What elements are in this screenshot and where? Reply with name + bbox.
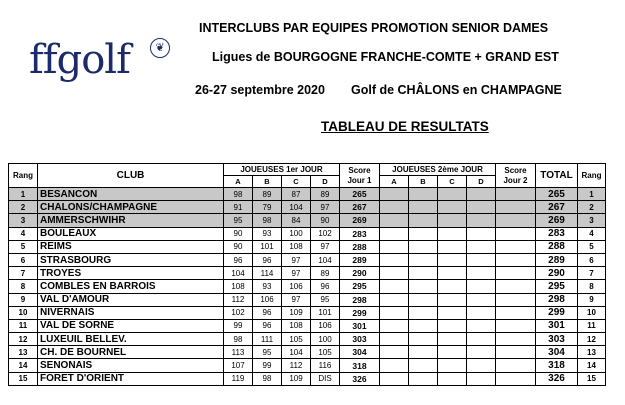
day2-player-a-cell <box>380 227 409 240</box>
day2-player-b-cell <box>409 201 438 214</box>
score-day1-cell: 301 <box>340 319 380 332</box>
rank-cell: 11 <box>9 319 38 332</box>
title-line-1: INTERCLUBS PAR EQUIPES PROMOTION SENIOR DAMES <box>199 21 549 35</box>
day2-player-c-cell <box>438 319 467 332</box>
rank-cell: 14 <box>9 359 38 372</box>
day1-player-b-cell: 93 <box>253 280 282 293</box>
day2-player-a-cell <box>380 293 409 306</box>
day1-player-b-cell: 101 <box>253 240 282 253</box>
day2-player-a-cell <box>380 267 409 280</box>
day2-player-d-cell <box>467 333 496 346</box>
title-line-2: Ligues de BOURGOGNE FRANCHE-COMTE + GRAND EST <box>212 50 559 64</box>
day1-player-d-cell: 105 <box>311 346 340 359</box>
total-cell: 290 <box>536 267 578 280</box>
final-rank-cell: 12 <box>578 333 606 346</box>
day1-player-d-cell: 101 <box>311 306 340 319</box>
day1-player-b-cell: 98 <box>253 372 282 385</box>
table-row <box>9 346 606 359</box>
day1-player-b-cell: 98 <box>253 214 282 227</box>
day1-player-a-cell: 91 <box>224 201 253 214</box>
club-name-cell: LUXEUIL BELLEV. <box>38 333 224 346</box>
club-name-cell: BESANCON <box>38 188 224 201</box>
day1-player-a-cell: 102 <box>224 306 253 319</box>
day2-player-c-cell <box>438 201 467 214</box>
header-player-a-day2: A <box>380 176 409 188</box>
total-cell: 299 <box>536 306 578 319</box>
day1-player-b-cell: 79 <box>253 201 282 214</box>
day2-player-a-cell <box>380 346 409 359</box>
header-player-c-day2: C <box>438 176 467 188</box>
total-cell: 301 <box>536 319 578 332</box>
score-day1-cell: 267 <box>340 201 380 214</box>
score-day2-cell <box>496 359 536 372</box>
day1-player-c-cell: 106 <box>282 280 311 293</box>
final-rank-cell: 6 <box>578 253 606 266</box>
day1-player-d-cell: 116 <box>311 359 340 372</box>
club-name-cell: TROYES <box>38 267 224 280</box>
total-cell: 318 <box>536 359 578 372</box>
day2-player-a-cell <box>380 280 409 293</box>
day1-player-c-cell: 97 <box>282 253 311 266</box>
rank-cell: 7 <box>9 267 38 280</box>
day2-player-d-cell <box>467 227 496 240</box>
header-player-a: A <box>224 176 253 188</box>
score-day1-cell: 290 <box>340 267 380 280</box>
day2-player-b-cell <box>409 346 438 359</box>
score-day1-cell: 295 <box>340 280 380 293</box>
day1-player-d-cell: 96 <box>311 280 340 293</box>
day1-player-d-cell: 102 <box>311 227 340 240</box>
day1-player-c-cell: 104 <box>282 346 311 359</box>
day2-player-c-cell <box>438 306 467 319</box>
table-row <box>9 359 606 372</box>
total-cell: 267 <box>536 201 578 214</box>
club-name-cell: VAL DE SORNE <box>38 319 224 332</box>
day1-player-c-cell: 112 <box>282 359 311 372</box>
day2-player-d-cell <box>467 359 496 372</box>
score-day1-cell: 299 <box>340 306 380 319</box>
day2-player-a-cell <box>380 359 409 372</box>
final-rank-cell: 10 <box>578 306 606 319</box>
score-day1-cell: 269 <box>340 214 380 227</box>
day2-player-d-cell <box>467 372 496 385</box>
total-cell: 288 <box>536 240 578 253</box>
day1-player-b-cell: 114 <box>253 267 282 280</box>
rank-cell: 1 <box>9 188 38 201</box>
total-cell: 295 <box>536 280 578 293</box>
day2-player-c-cell <box>438 227 467 240</box>
day2-player-c-cell <box>438 293 467 306</box>
day1-player-a-cell: 119 <box>224 372 253 385</box>
rank-cell: 2 <box>9 201 38 214</box>
day1-player-b-cell: 111 <box>253 333 282 346</box>
day2-player-d-cell <box>467 319 496 332</box>
final-rank-cell: 11 <box>578 319 606 332</box>
final-rank-cell: 2 <box>578 201 606 214</box>
table-row <box>9 253 606 266</box>
day2-player-a-cell <box>380 188 409 201</box>
rank-cell: 9 <box>9 293 38 306</box>
day1-player-d-cell: 95 <box>311 293 340 306</box>
day1-player-a-cell: 104 <box>224 267 253 280</box>
header-score-day2: Score Jour 2 <box>496 164 536 188</box>
day2-player-a-cell <box>380 319 409 332</box>
day1-player-c-cell: 108 <box>282 240 311 253</box>
day2-player-c-cell <box>438 267 467 280</box>
rank-cell: 5 <box>9 240 38 253</box>
day2-player-c-cell <box>438 240 467 253</box>
final-rank-cell: 7 <box>578 267 606 280</box>
table-row <box>9 319 606 332</box>
score-day1-cell: 289 <box>340 253 380 266</box>
section-title: TABLEAU DE RESULTATS <box>321 119 489 134</box>
day1-player-a-cell: 96 <box>224 253 253 266</box>
results-table <box>8 163 606 386</box>
header-player-d-day2: D <box>467 176 496 188</box>
day2-player-d-cell <box>467 201 496 214</box>
day2-player-b-cell <box>409 240 438 253</box>
table-row <box>9 240 606 253</box>
score-day1-cell: 318 <box>340 359 380 372</box>
total-cell: 265 <box>536 188 578 201</box>
total-cell: 303 <box>536 333 578 346</box>
header-player-b-day2: B <box>409 176 438 188</box>
day1-player-d-cell: 104 <box>311 253 340 266</box>
final-rank-cell: 4 <box>578 227 606 240</box>
day2-player-d-cell <box>467 240 496 253</box>
score-day1-cell: 304 <box>340 346 380 359</box>
score-day1-cell: 283 <box>340 227 380 240</box>
day2-player-c-cell <box>438 333 467 346</box>
header-player-b: B <box>253 176 282 188</box>
day1-player-a-cell: 112 <box>224 293 253 306</box>
day2-player-b-cell <box>409 319 438 332</box>
day1-player-a-cell: 113 <box>224 346 253 359</box>
day1-player-a-cell: 98 <box>224 188 253 201</box>
club-name-cell: CHALONS/CHAMPAGNE <box>38 201 224 214</box>
day2-player-c-cell <box>438 359 467 372</box>
day2-player-c-cell <box>438 188 467 201</box>
day2-player-d-cell <box>467 188 496 201</box>
total-cell: 289 <box>536 253 578 266</box>
day2-player-b-cell <box>409 267 438 280</box>
total-cell: 304 <box>536 346 578 359</box>
score-day2-cell <box>496 188 536 201</box>
day2-player-d-cell <box>467 214 496 227</box>
total-cell: 326 <box>536 372 578 385</box>
total-cell: 269 <box>536 214 578 227</box>
header-day1-players: JOUEUSES 1er JOUR <box>224 164 340 176</box>
day1-player-a-cell: 98 <box>224 333 253 346</box>
day1-player-d-cell: 97 <box>311 201 340 214</box>
total-cell: 298 <box>536 293 578 306</box>
club-name-cell: BOULEAUX <box>38 227 224 240</box>
day2-player-b-cell <box>409 293 438 306</box>
final-rank-cell: 1 <box>578 188 606 201</box>
day1-player-c-cell: 104 <box>282 201 311 214</box>
score-day2-cell <box>496 293 536 306</box>
score-day1-cell: 265 <box>340 188 380 201</box>
day1-player-b-cell: 93 <box>253 227 282 240</box>
day2-player-a-cell <box>380 240 409 253</box>
day1-player-a-cell: 107 <box>224 359 253 372</box>
score-day2-cell <box>496 319 536 332</box>
table-row <box>9 372 606 385</box>
table-row <box>9 333 606 346</box>
day1-player-d-cell: DIS <box>311 372 340 385</box>
total-cell: 283 <box>536 227 578 240</box>
header-rang: Rang <box>9 164 38 188</box>
table-row <box>9 293 606 306</box>
score-day2-cell <box>496 227 536 240</box>
final-rank-cell: 15 <box>578 372 606 385</box>
table-row <box>9 267 606 280</box>
day1-player-d-cell: 89 <box>311 188 340 201</box>
day1-player-a-cell: 108 <box>224 280 253 293</box>
event-dates: 26-27 septembre 2020 <box>195 83 325 97</box>
final-rank-cell: 9 <box>578 293 606 306</box>
score-day2-cell <box>496 253 536 266</box>
day1-player-c-cell: 109 <box>282 306 311 319</box>
table-row <box>9 201 606 214</box>
score-day2-cell <box>496 306 536 319</box>
day1-player-b-cell: 96 <box>253 253 282 266</box>
day1-player-b-cell: 99 <box>253 359 282 372</box>
score-day2-cell <box>496 240 536 253</box>
header-score-day1: Score Jour 1 <box>340 164 380 188</box>
score-day2-cell <box>496 333 536 346</box>
score-day1-cell: 326 <box>340 372 380 385</box>
club-name-cell: FORET D'ORIENT <box>38 372 224 385</box>
score-day2-cell <box>496 201 536 214</box>
day2-player-c-cell <box>438 214 467 227</box>
table-row <box>9 188 606 201</box>
day2-player-b-cell <box>409 359 438 372</box>
day2-player-d-cell <box>467 253 496 266</box>
day2-player-a-cell <box>380 372 409 385</box>
header-player-d: D <box>311 176 340 188</box>
day2-player-a-cell <box>380 333 409 346</box>
rank-cell: 8 <box>9 280 38 293</box>
header-day2-players: JOUEUSES 2ème JOUR <box>380 164 496 176</box>
day2-player-c-cell <box>438 280 467 293</box>
score-day2-cell <box>496 372 536 385</box>
day2-player-c-cell <box>438 346 467 359</box>
final-rank-cell: 13 <box>578 346 606 359</box>
day1-player-b-cell: 89 <box>253 188 282 201</box>
day1-player-c-cell: 87 <box>282 188 311 201</box>
day1-player-a-cell: 95 <box>224 214 253 227</box>
day1-player-c-cell: 100 <box>282 227 311 240</box>
day1-player-d-cell: 89 <box>311 267 340 280</box>
club-name-cell: CH. DE BOURNEL <box>38 346 224 359</box>
rank-cell: 4 <box>9 227 38 240</box>
day2-player-b-cell <box>409 333 438 346</box>
day1-player-c-cell: 105 <box>282 333 311 346</box>
score-day2-cell <box>496 280 536 293</box>
club-name-cell: AMMERSCHWIHR <box>38 214 224 227</box>
day1-player-b-cell: 106 <box>253 293 282 306</box>
day1-player-b-cell: 96 <box>253 306 282 319</box>
day1-player-d-cell: 106 <box>311 319 340 332</box>
day2-player-d-cell <box>467 280 496 293</box>
day1-player-c-cell: 84 <box>282 214 311 227</box>
header-rang-final: Rang <box>578 164 606 188</box>
day1-player-c-cell: 97 <box>282 267 311 280</box>
score-day2-cell <box>496 267 536 280</box>
table-row <box>9 214 606 227</box>
day2-player-b-cell <box>409 306 438 319</box>
ffgolf-logo: ffgolf <box>29 37 130 83</box>
day1-player-a-cell: 99 <box>224 319 253 332</box>
day1-player-c-cell: 109 <box>282 372 311 385</box>
club-name-cell: VAL D'AMOUR <box>38 293 224 306</box>
final-rank-cell: 5 <box>578 240 606 253</box>
rooster-icon: ❦ <box>150 38 170 58</box>
day1-player-d-cell: 100 <box>311 333 340 346</box>
day2-player-d-cell <box>467 267 496 280</box>
rank-cell: 12 <box>9 333 38 346</box>
score-day1-cell: 288 <box>340 240 380 253</box>
day2-player-b-cell <box>409 188 438 201</box>
rank-cell: 6 <box>9 253 38 266</box>
final-rank-cell: 8 <box>578 280 606 293</box>
rank-cell: 15 <box>9 372 38 385</box>
event-venue: Golf de CHÂLONS en CHAMPAGNE <box>351 83 562 97</box>
club-name-cell: REIMS <box>38 240 224 253</box>
day1-player-c-cell: 108 <box>282 319 311 332</box>
club-name-cell: STRASBOURG <box>38 253 224 266</box>
club-name-cell: COMBLES EN BARROIS <box>38 280 224 293</box>
day1-player-a-cell: 90 <box>224 227 253 240</box>
rank-cell: 10 <box>9 306 38 319</box>
final-rank-cell: 3 <box>578 214 606 227</box>
day1-player-b-cell: 95 <box>253 346 282 359</box>
table-row <box>9 306 606 319</box>
header-total: TOTAL <box>536 164 578 188</box>
day1-player-d-cell: 97 <box>311 240 340 253</box>
day2-player-a-cell <box>380 214 409 227</box>
day2-player-b-cell <box>409 253 438 266</box>
day2-player-c-cell <box>438 372 467 385</box>
day2-player-d-cell <box>467 346 496 359</box>
day2-player-b-cell <box>409 280 438 293</box>
day1-player-a-cell: 90 <box>224 240 253 253</box>
day1-player-d-cell: 90 <box>311 214 340 227</box>
header-club: CLUB <box>38 164 224 188</box>
header-player-c: C <box>282 176 311 188</box>
table-row <box>9 227 606 240</box>
day2-player-b-cell <box>409 214 438 227</box>
club-name-cell: SENONAIS <box>38 359 224 372</box>
day2-player-c-cell <box>438 253 467 266</box>
day2-player-a-cell <box>380 306 409 319</box>
day2-player-b-cell <box>409 227 438 240</box>
score-day1-cell: 303 <box>340 333 380 346</box>
day2-player-a-cell <box>380 253 409 266</box>
day1-player-b-cell: 96 <box>253 319 282 332</box>
club-name-cell: NIVERNAIS <box>38 306 224 319</box>
day2-player-d-cell <box>467 306 496 319</box>
score-day1-cell: 298 <box>340 293 380 306</box>
day1-player-c-cell: 97 <box>282 293 311 306</box>
day2-player-d-cell <box>467 293 496 306</box>
rank-cell: 3 <box>9 214 38 227</box>
day2-player-b-cell <box>409 372 438 385</box>
final-rank-cell: 14 <box>578 359 606 372</box>
score-day2-cell <box>496 214 536 227</box>
table-row <box>9 280 606 293</box>
score-day2-cell <box>496 346 536 359</box>
day2-player-a-cell <box>380 201 409 214</box>
rank-cell: 13 <box>9 346 38 359</box>
